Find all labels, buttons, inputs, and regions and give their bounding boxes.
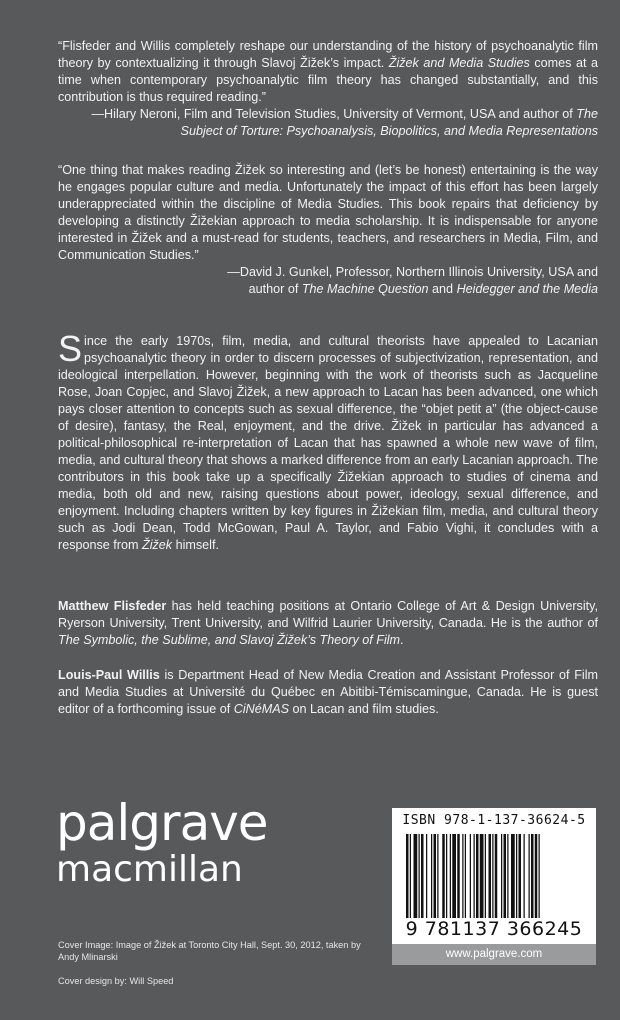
barcode-bar (495, 834, 498, 918)
barcode-bar (507, 834, 508, 918)
barcode-bar (511, 834, 515, 918)
logo-palgrave: palgrave (56, 794, 268, 852)
barcode-bar (531, 834, 534, 918)
barcode-bar (421, 834, 424, 918)
barcode-bar (529, 834, 530, 918)
blurb-gunkel (58, 162, 598, 298)
isbn-barcode (392, 808, 596, 965)
barcode-bar (419, 834, 420, 918)
barcode-bar (450, 834, 451, 918)
blurb-quote-cont: comes at a time when contemporary psychoanalytic film theory has changed substantially, and this contribution is thus required reading.” (58, 56, 598, 104)
barcode-bar (452, 834, 456, 918)
barcode-bar (470, 834, 471, 918)
barcode-bar (474, 834, 475, 918)
barcode-bar (516, 834, 517, 918)
barcode-bar (492, 834, 493, 918)
barcode-bar (446, 834, 447, 918)
barcode-bar (434, 834, 437, 918)
drop-cap: S (58, 328, 83, 369)
isbn-digits: 9 781137 366245 (405, 918, 583, 940)
book-title: Žižek and Media Studies (388, 56, 530, 70)
author-name: Louis-Paul Willis (58, 668, 160, 682)
cover-design-credit: Cover design by: Will Speed (58, 976, 174, 986)
barcode-bar (431, 834, 432, 918)
barcode-bar (437, 834, 438, 918)
cover-image-credit: Cover Image: Image of Žižek at Toronto City Hall, Sept. 30, 2012, taken by Andy Mlinarski (58, 940, 361, 962)
barcode-bar (414, 834, 418, 918)
publisher-logo (56, 794, 268, 890)
barcode-bar (442, 834, 445, 918)
attribution-book-title: The Subject of Torture: Psychoanalysis, Biopolitics, and Media Representations (180, 107, 598, 138)
barcode-bar (480, 834, 484, 918)
publisher-website: www.palgrave.com (392, 944, 596, 965)
barcode-bar (485, 834, 486, 918)
barcode-bar (476, 834, 479, 918)
logo-macmillan: macmillan (56, 849, 243, 890)
barcode-bar (457, 834, 460, 918)
barcode-bar (465, 834, 466, 918)
author-bio-willis: Louis-Paul Willis is Department Head of New Media Creation and Assistant Professor of Film and Media Studies at Université du Québec en Abitibi-Témiscamingue, Canada. He is guest editor of a forthcoming issue of CiNéMAS on Lacan and film studies. (58, 668, 598, 716)
barcode-bars (406, 834, 582, 918)
barcode-bar (406, 834, 409, 918)
author-bio-flisfeder: Matthew Flisfeder has held teaching positions at Ontario College of Art & Design University, Ryerson University, Trent University, and Wilfrid Laurier University, Canada. He is the author of The Symbolic, the Sublime, and Slavoj Žižek’s Theory of Film. (58, 599, 598, 647)
blurb-quote: “One thing that makes reading Žižek so interesting and (let’s be honest) entertaining is the way he engages popular culture and media. Unfortunately the impact of this effort has been largely underappreciated within the discipline of Media Studies. This book repairs that deficiency by developing a distinctly Žižekian approach to media scholarship. It is indispensable for anyone interested in Žižek and a must-read for students, teachers, and researchers in Media, Film, and Communication Studies.” (58, 163, 598, 262)
author-book-title: The Symbolic, the Sublime, and Slavoj Žižek’s Theory of Film (58, 633, 401, 647)
blurb-quote: “Flisfeder and Willis completely reshape our understanding of the history of psychoanalytic film theory by contextualizing it through Slavoj Žižek’s impact. (58, 39, 598, 70)
barcode-bar (504, 834, 507, 918)
barcode-bar (524, 834, 525, 918)
blurb-attribution: —David J. Gunkel, Professor, Northern Illinois University, USA and author of The Machine Question and Heidegger and the Media (227, 265, 598, 296)
barcode-bar (519, 834, 522, 918)
journal-title: CiNéMAS (233, 702, 290, 716)
barcode-bar (410, 834, 411, 918)
barcode-bar (535, 834, 538, 918)
barcode-bar (501, 834, 502, 918)
barcode-bar (539, 834, 540, 918)
barcode-bar (489, 834, 492, 918)
barcode-bar (426, 834, 427, 918)
blurb-neroni (58, 38, 598, 140)
author-name: Matthew Flisfeder (58, 599, 167, 613)
blurb-attribution: —Hilary Neroni, Film and Television Studies, University of Vermont, USA and author of The Subject of Torture: Psychoanalysis, Biopolitics, and Media Representations (91, 107, 598, 138)
isbn-label: ISBN 978-1-137-36624-5 (402, 813, 586, 828)
description-text: ince the early 1970s, film, media, and cultural theorists have appealed to Lacanian psychoanalytic theory in order to discern processes of subjectivization, representation, and ideological interpellation. However, beginning with the work of theorists such as Jacqueline Rose, Joan Copjec, and Slavoj Žižek, a new approach to Lacan has been advanced, one which pays closer attention to concepts such as sexual difference, the “objet petit a” (the object-cause of desire), fantasy, the Real, enjoyment, and the drive. Žižek in particular has advanced a political-philosophical re-interpretation of Lacan that has spawned a whole new wave of film, media, and cultural theory that shows a marked difference from an early Lacanian approach. The contributors in this book take up a specifically Žižekian approach to studies of cinema and media, both old and new, raising questions about power, ideology, sexual difference, and enjoyment. Including chapters written by key figures in Žižekian film, media, and cultural theory such as Jodi Dean, Todd McGowan, Paul A. Taylor, and Fabio Vighi, it concludes with a response from (58, 334, 598, 552)
barcode-bar (462, 834, 463, 918)
book-description: Since the early 1970s, film, media, and cultural theorists have appealed to Lacanian psychoanalytic theory in order to discern processes of subjectivization, representation, and ideological interpellation. However, beginning with the work of theorists such as Jacqueline Rose, Joan Copjec, and Slavoj Žižek, a new approach to Lacan has been advanced, one which pays closer attention to concepts such as sexual difference, the “objet petit a” (the object-cause of desire), fantasy, the Real, enjoyment, and the drive. Žižek in particular has advanced a political-philosophical re-interpretation of Lacan that has spawned a whole new wave of film, media, and cultural theory that shows a marked difference from an early Lacanian approach. The contributors in this book take up a specifically Žižekian approach to studies of cinema and media, both old and new, raising questions about power, ideology, sexual difference, and enjoyment. Including chapters written by key figures in Žižekian film, media, and cultural theory such as Jodi Dean, Todd McGowan, Paul A. Taylor, and Fabio Vighi, it concludes with a response from Žižek himself. (58, 328, 598, 552)
